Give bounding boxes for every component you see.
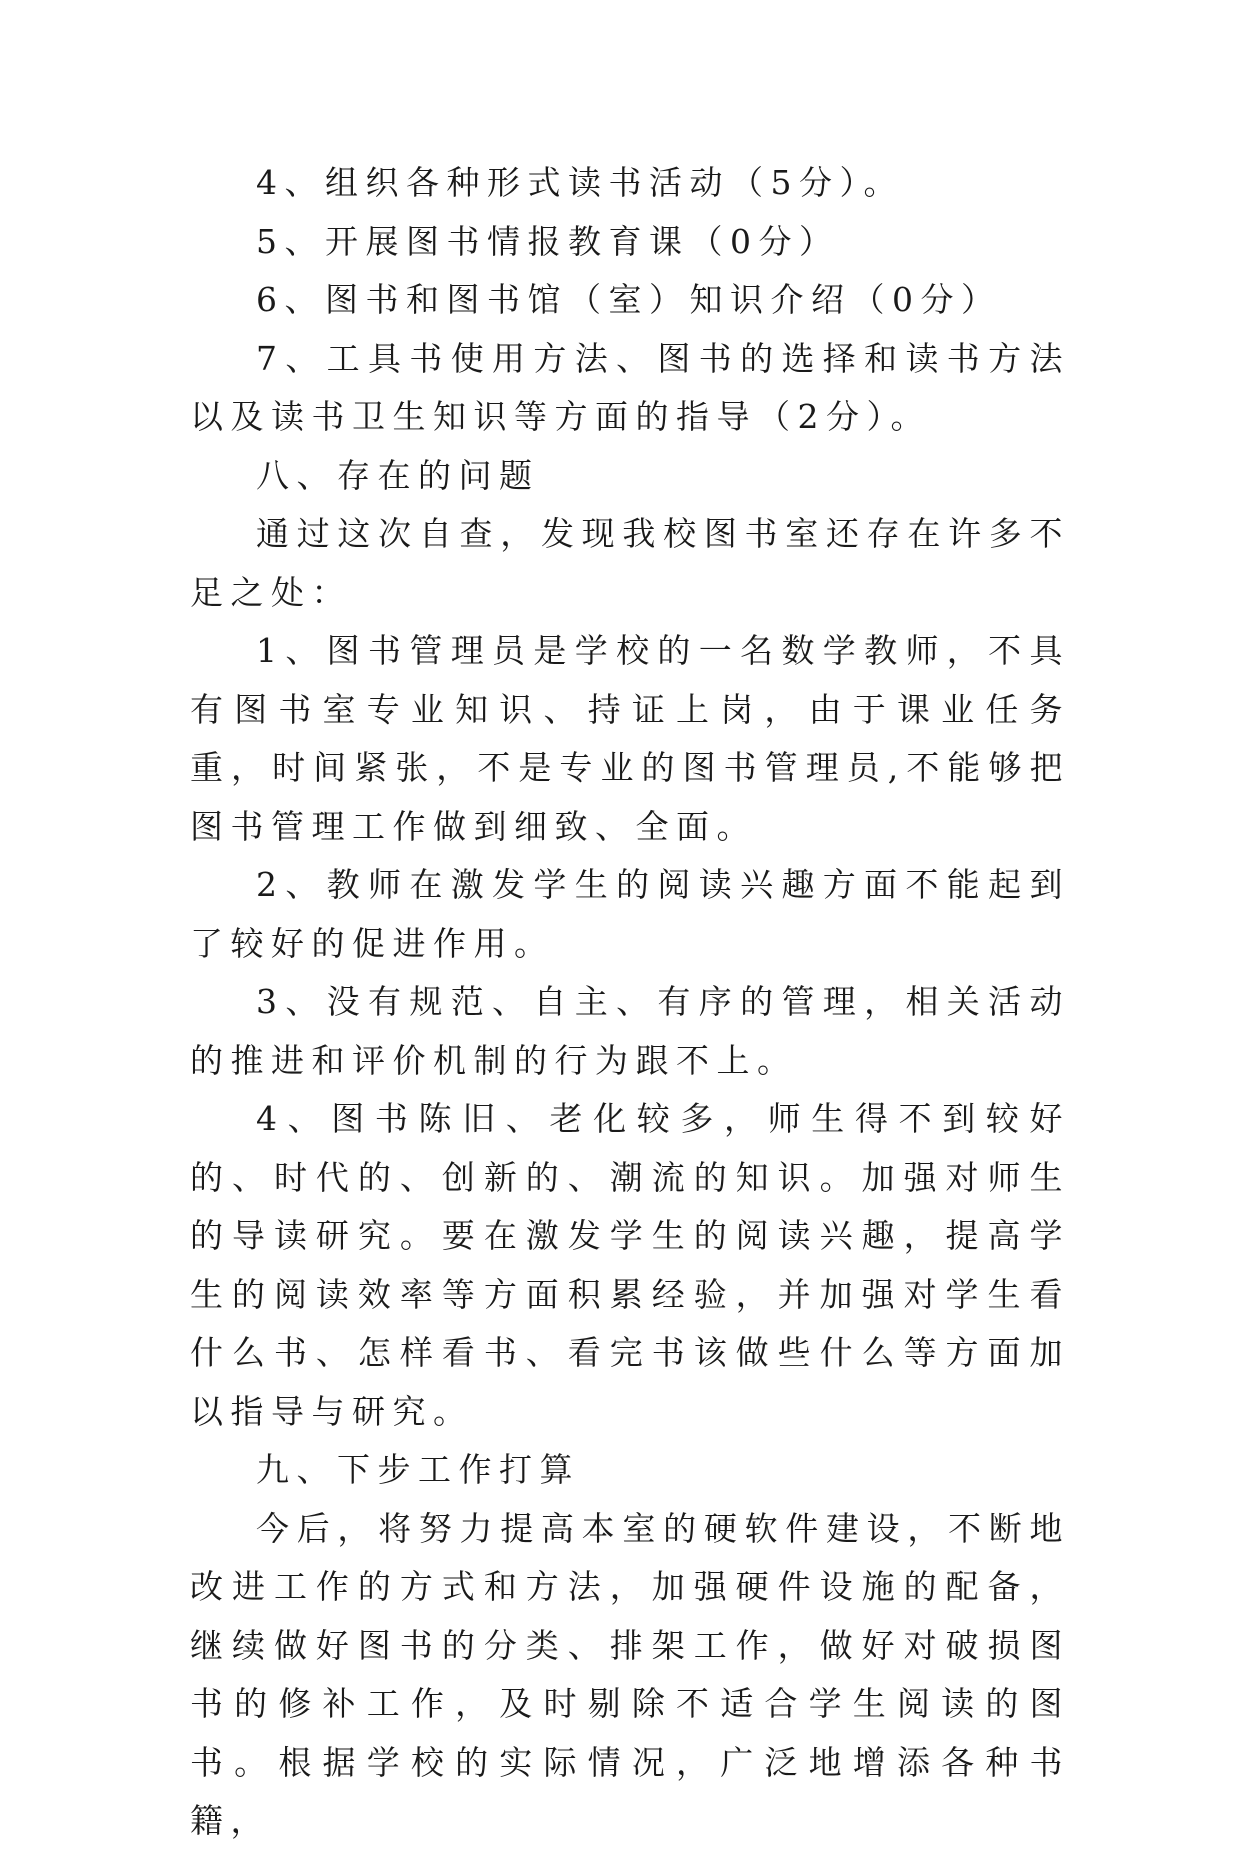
paragraph-problem-2: 2、教师在激发学生的阅读兴趣方面不能起到了较好的促进作用。	[190, 865, 1070, 963]
paragraph-problem-1: 1、图书管理员是学校的一名数学教师，不具有图书室专业知识、持证上岗，由于课业任务重，时间紧张，不是专业的图书管理员,不能够把图书管理工作做到细致、全面。	[190, 631, 1070, 846]
paragraph-item-7: 7、工具书使用方法、图书的选择和读书方法以及读书卫生知识等方面的指导（2分）。	[190, 338, 1070, 436]
paragraph-problem-3: 3、没有规范、自主、有序的管理，相关活动的推进和评价机制的行为跟不上。	[190, 982, 1070, 1080]
paragraph-item-4: 4、组织各种形式读书活动（5分）。	[256, 163, 904, 202]
paragraph-intro-problems: 通过这次自查，发现我校图书室还存在许多不足之处：	[190, 514, 1070, 612]
section-heading-next-steps: 九、下步工作打算	[256, 1450, 580, 1489]
section-heading-problems: 八、存在的问题	[256, 455, 540, 495]
document-body	[190, 154, 1070, 1851]
paragraph-problem-4: 4、图书陈旧、老化较多，师生得不到较好的、时代的、创新的、潮流的知识。加强对师生的导读研究。要在激发学生的阅读兴趣，提高学生的阅读效率等方面积累经验，并加强对学生看什么书、怎样看书、看完书该做些什么等方面加以指导与研究。	[190, 1099, 1070, 1431]
paragraph-next-steps: 今后，将努力提高本室的硬软件建设，不断地改进工作的方式和方法，加强硬件设施的配备，继续做好图书的分类、排架工作，做好对破损图书的修补工作，及时剔除不适合学生阅读的图书。根据学校的实际情况，广泛地增添各种书籍，	[190, 1508, 1070, 1840]
paragraph-item-5: 5、开展图书情报教育课（0分）	[256, 221, 840, 261]
paragraph-item-6: 6、图书和图书馆（室）知识介绍（0分）	[256, 280, 1002, 319]
